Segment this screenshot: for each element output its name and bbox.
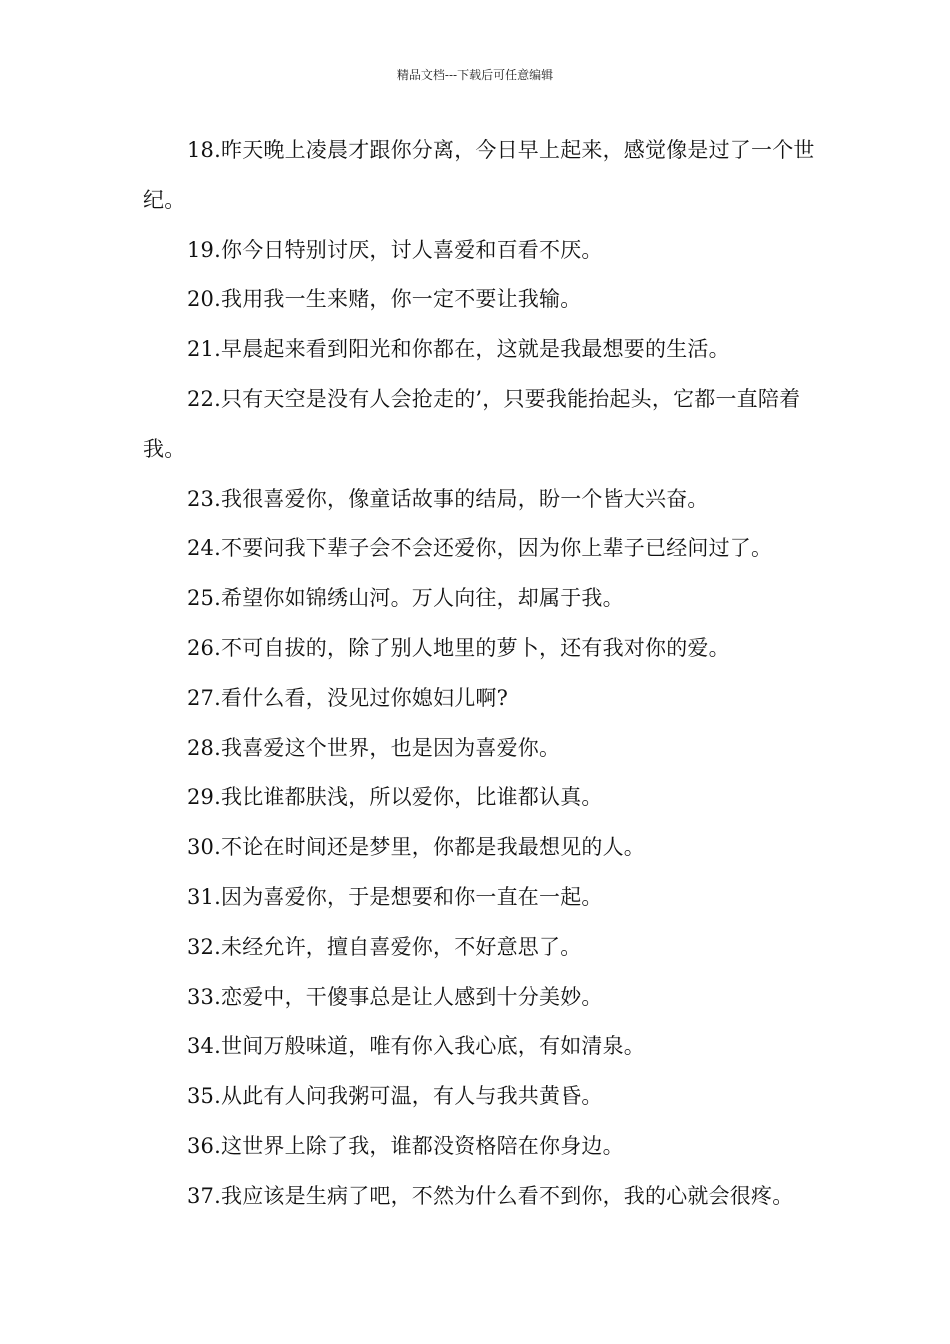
paragraph-35: 35.从此有人问我粥可温，有人与我共黄昏。 — [187, 1084, 603, 1109]
paragraph-37: 37.我应该是生病了吧，不然为什么看不到你，我的心就会很疼。 — [187, 1183, 794, 1208]
paragraph-18: 18.昨天晚上凌晨才跟你分离，今日早上起来，感觉像是过了一个世纪。 — [143, 138, 815, 212]
paragraph-29: 29.我比谁都肤浅，所以爱你，比谁都认真。 — [187, 785, 603, 810]
paragraph-27: 27.看什么看，没见过你媳妇儿啊? — [187, 685, 509, 710]
paragraph-34: 34.世间万般味道，唯有你入我心底，有如清泉。 — [187, 1034, 645, 1059]
paragraph-20: 20.我用我一生来赌，你一定不要让我输。 — [187, 287, 582, 312]
paragraph-19: 19.你今日特别讨厌，讨人喜爱和百看不厌。 — [187, 237, 603, 262]
document-body — [143, 126, 823, 1222]
paragraph-28: 28.我喜爱这个世界，也是因为喜爱你。 — [187, 735, 561, 760]
paragraph-24: 24.不要问我下辈子会不会还爱你，因为你上辈子已经问过了。 — [187, 536, 773, 561]
paragraph-22: 22.只有天空是没有人会抢走的’，只要我能抬起头，它都一直陪着我。 — [143, 386, 801, 461]
paragraph-26: 26.不可自拔的，除了别人地里的萝卜，还有我对你的爱。 — [187, 635, 730, 660]
paragraph-36: 36.这世界上除了我，谁都没资格陪在你身边。 — [187, 1133, 624, 1158]
paragraph-23: 23.我很喜爱你，像童话故事的结局，盼一个皆大兴奋。 — [187, 486, 709, 511]
paragraph-33: 33.恋爱中，干傻事总是让人感到十分美妙。 — [187, 984, 603, 1009]
paragraph-31: 31.因为喜爱你，于是想要和你一直在一起。 — [187, 884, 603, 909]
paragraph-32: 32.未经允许，擅自喜爱你，不好意思了。 — [187, 934, 582, 959]
paragraph-25: 25.希望你如锦绣山河。万人向往，却属于我。 — [187, 586, 624, 611]
page-header: 精品文档---下载后可任意编辑 — [396, 68, 554, 82]
paragraph-30: 30.不论在时间还是梦里，你都是我最想见的人。 — [187, 835, 645, 860]
paragraph-21: 21.早晨起来看到阳光和你都在，这就是我最想要的生活。 — [187, 337, 730, 362]
